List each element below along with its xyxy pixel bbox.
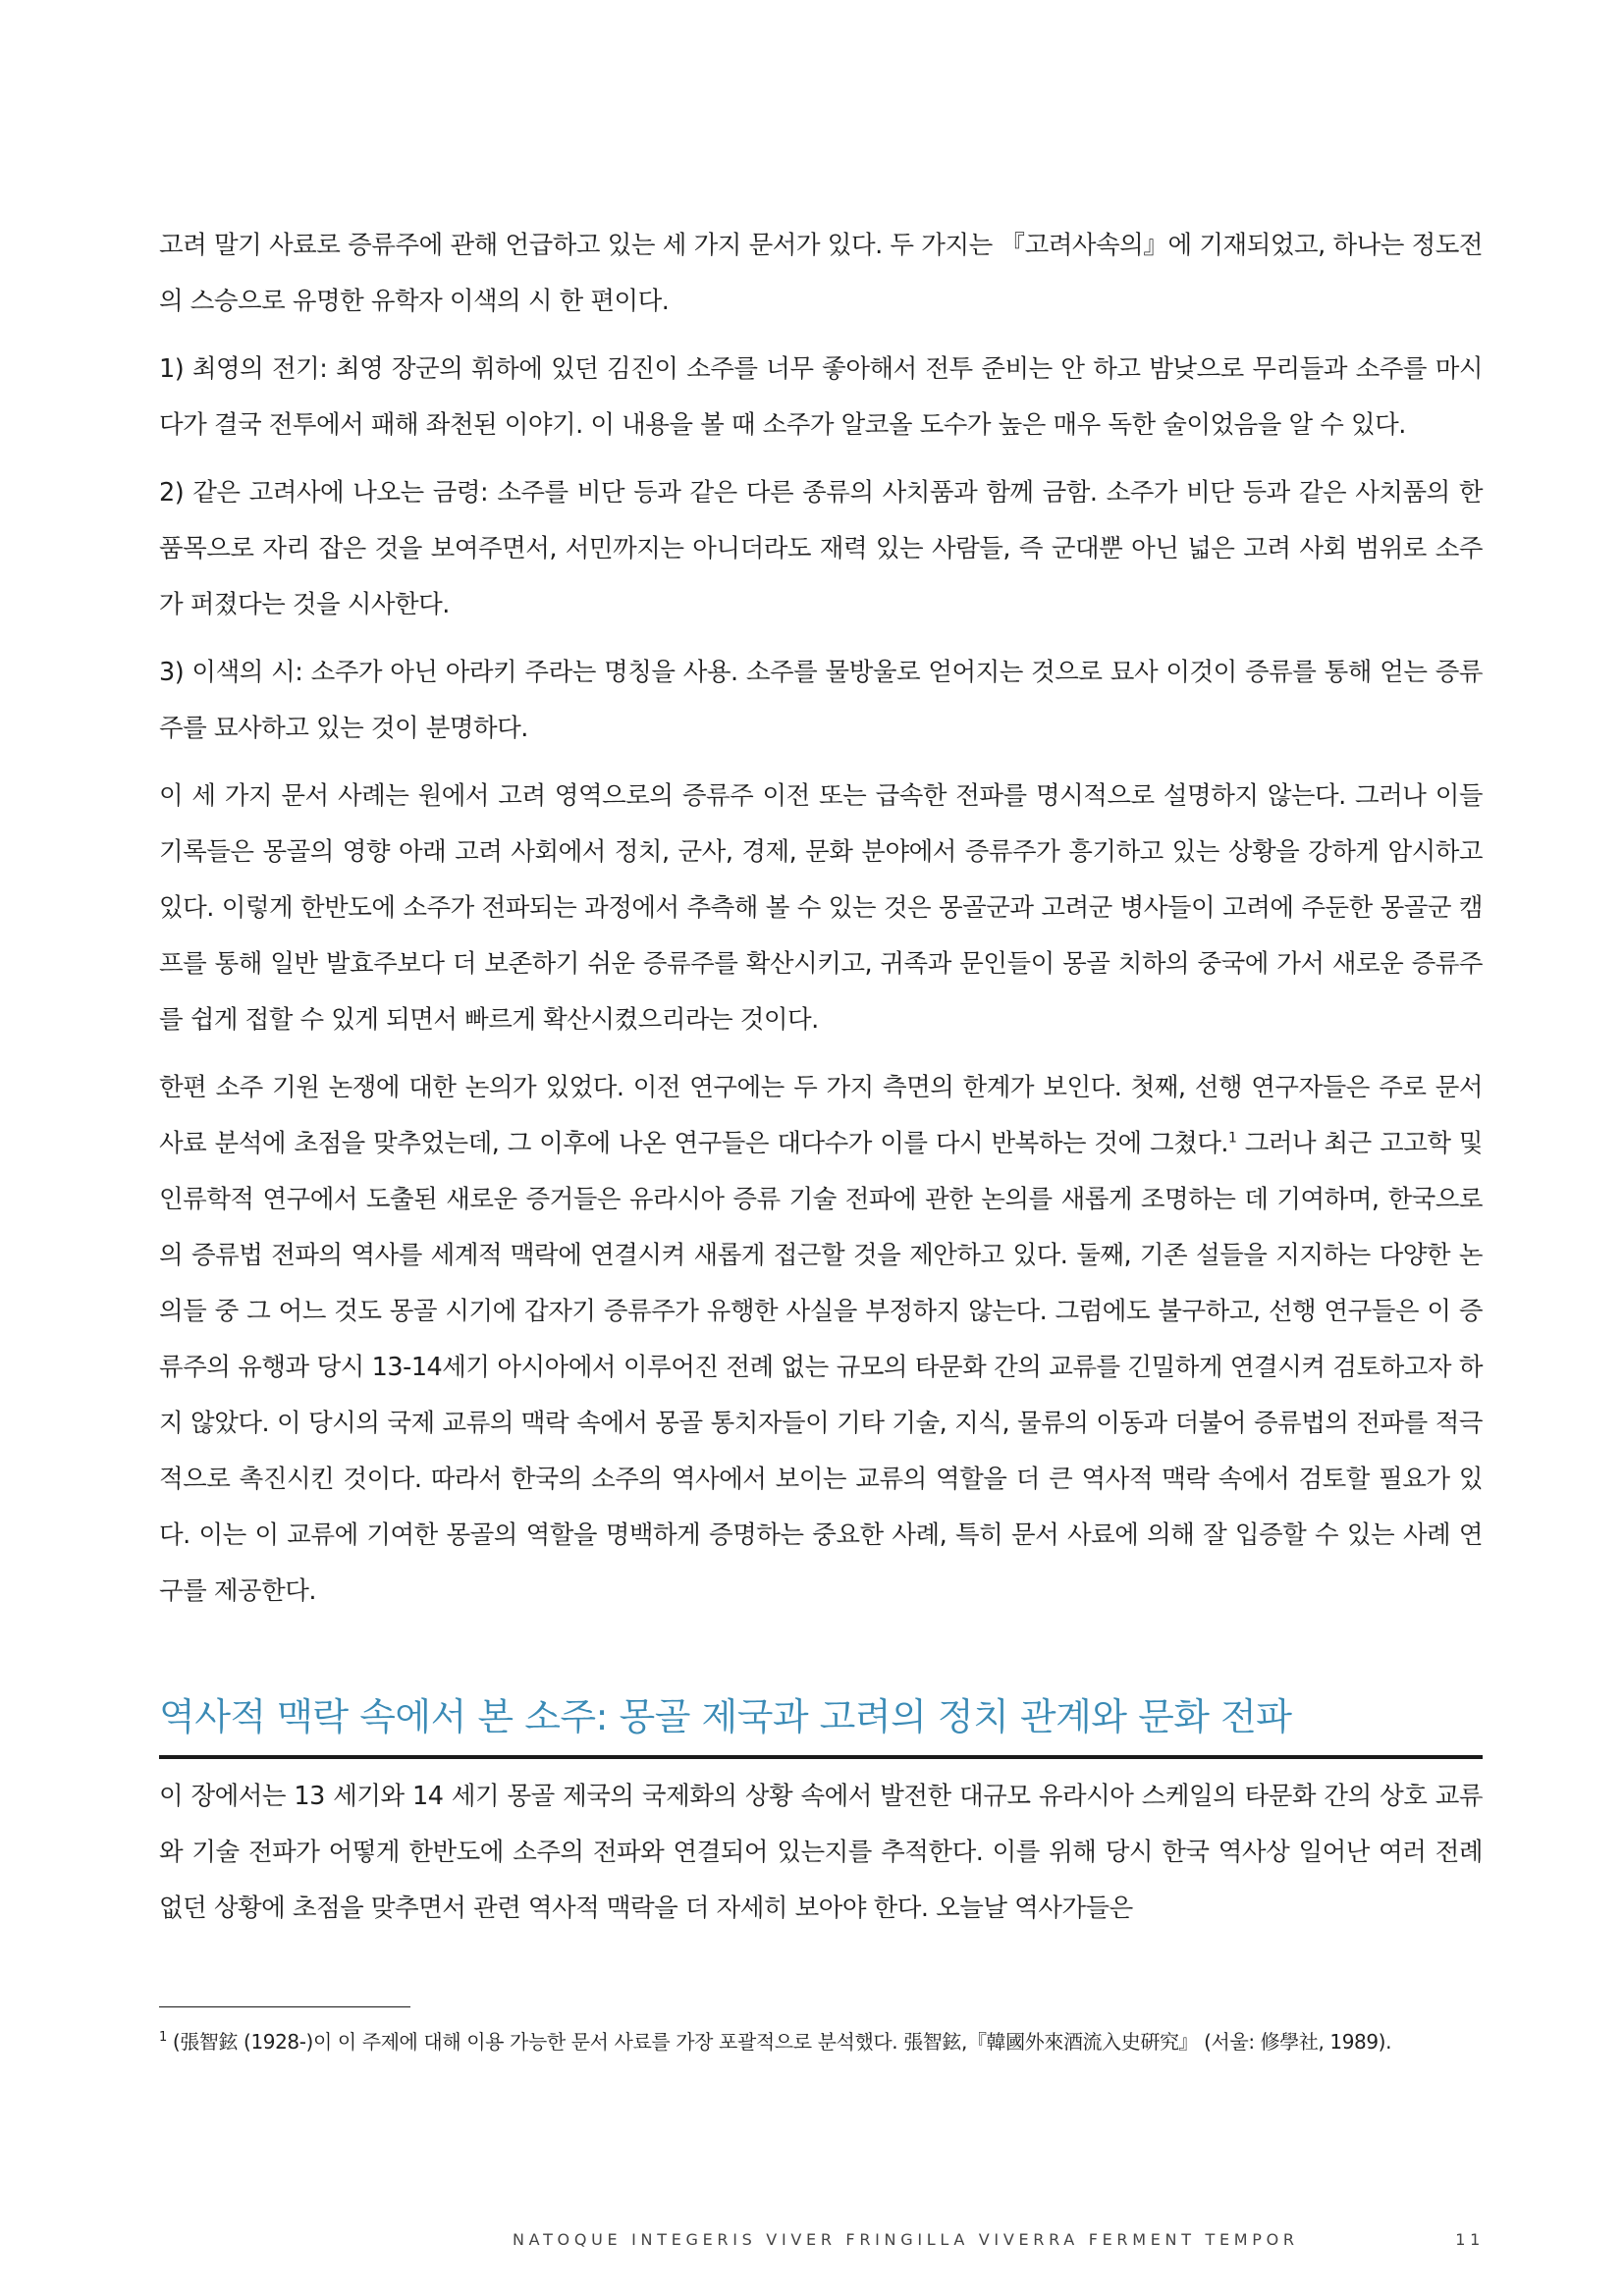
body-paragraph-debate [159,1060,1483,1620]
body-paragraph-debate-part2: 그러나 최근 고고학 및 인류학적 연구에서 도출된 새로운 증거들은 유라시아 증류 기술 전파에 관한 논의를 새롭게 조명하는 데 기여하며, 한국으로의 증류법 전파의 역사를 세계적 맥락에 연결시켜 새롭게 접근할 것을 제안하고 있다. 둘째, 기존 설들을 지지하는 다양한 논의들 중 그 어느 것도 몽골 시기에 갑자기 증류주가 유행한 사실을 부정하지 않는다. 그럼에도 불구하고, 선행 연구들은 이 증류주의 유행과 당시 13-14세기 아시아에서 이루어진 전례 없는 규모의 타문화 간의 교류를 긴밀하게 연결시켜 검토하고자 하지 않았다. 이 당시의 국제 교류의 맥락 속에서 몽골 통치자들이 기타 기술, 지식, 물류의 이동과 더불어 증류법의 전파를 적극적으로 촉진시킨 것이다. 따라서 한국의 소주의 역사에서 보이는 교류의 역할을 더 큰 역사적 맥락 속에서 검토할 필요가 있다. 이는 이 교류에 기여한 몽골의 역할을 명백하게 증명하는 중요한 사례, 특히 문서 사료에 의해 잘 입증할 수 있는 사례 연구를 제공한다. [159,1129,1483,1606]
section-heading: 역사적 맥락 속에서 본 소주: 몽골 제국과 고려의 정치 관계와 문화 전파 [159,1692,1483,1759]
footnote [159,2026,1483,2057]
running-title: NATOQUE INTEGERIS VIVER FRINGILLA VIVERRA FERMENT TEMPOR [513,2230,1299,2249]
body-paragraph-debate-part1: 한편 소주 기원 논쟁에 대한 논의가 있었다. 이전 연구에는 두 가지 측면의 한계가 보인다. 첫째, 선행 연구자들은 주로 문서 사료 분석에 초점을 맞추었는데, 그 이후에 나온 연구들은 대다수가 이를 다시 반복하는 것에 그쳤다. [159,1073,1483,1158]
page-number: 11 [1455,2230,1485,2249]
body-paragraph-item-1: 1) 최영의 전기: 최영 장군의 휘하에 있던 김진이 소주를 너무 좋아해서 전투 준비는 안 하고 밤낮으로 무리들과 소주를 마시다가 결국 전투에서 패해 좌천된 이야기. 이 내용을 볼 때 소주가 알코올 도수가 높은 매우 독한 술이었음을 알 수 있다. [159,354,1483,440]
footnote-divider [159,2006,410,2007]
body-paragraph-item-3: 3) 이색의 시: 소주가 아닌 아라키 주라는 명칭을 사용. 소주를 물방울로 얻어지는 것으로 묘사 이것이 증류를 통해 얻는 증류주를 묘사하고 있는 것이 분명하다. [159,658,1483,743]
body-paragraph-item-2: 2) 같은 고려사에 나오는 금령: 소주를 비단 등과 같은 다른 종류의 사치품과 함께 금함. 소주가 비단 등과 같은 사치품의 한 품목으로 자리 잡은 것을 보여주면서, 서민까지는 아니더라도 재력 있는 사람들, 즉 군대뿐 아닌 넓은 고려 사회 범위로 소주가 퍼졌다는 것을 시사한다. [159,478,1483,619]
body-paragraph-summary: 이 세 가지 문서 사례는 원에서 고려 영역으로의 증류주 이전 또는 급속한 전파를 명시적으로 설명하지 않는다. 그러나 이들 기록들은 몽골의 영향 아래 고려 사회에서 정치, 군사, 경제, 문화 분야에서 증류주가 흥기하고 있는 상황을 강하게 암시하고 있다. 이렇게 한반도에 소주가 전파되는 과정에서 추측해 볼 수 있는 것은 몽골군과 고려군 병사들이 고려에 주둔한 몽골군 캠프를 통해 일반 발효주보다 더 보존하기 쉬운 증류주를 확산시키고, 귀족과 문인들이 몽골 치하의 중국에 가서 새로운 증류주를 쉽게 접할 수 있게 되면서 빠르게 확산시켰으리라는 것이다. [159,781,1483,1035]
section-paragraph: 이 장에서는 13 세기와 14 세기 몽골 제국의 국제화의 상황 속에서 발전한 대규모 유라시아 스케일의 타문화 간의 상호 교류와 기술 전파가 어떻게 한반도에 소주의 전파와 연결되어 있는지를 추적한다. 이를 위해 당시 한국 역사상 일어난 여러 전례 없던 상황에 초점을 맞추면서 관련 역사적 맥락을 더 자세히 보아야 한다. 오늘날 역사가들은 [159,1782,1483,1923]
footnote-number: 1 [159,2030,167,2046]
running-footer [513,2230,1485,2249]
footnote-reference[interactable]: 1 [1228,1130,1237,1147]
footnote-text: (張智鉉 (1928-)이 이 주제에 대해 이용 가능한 문서 사료를 가장 포괄적으로 분석했다. 張智鉉,『韓國外來酒流入史硏究』 (서울: 修學社, 1989). [172,2030,1392,2054]
main-content [159,218,1483,1949]
body-paragraph-intro: 고려 말기 사료로 증류주에 관해 언급하고 있는 세 가지 문서가 있다. 두 가지는 『고려사속의』에 기재되었고, 하나는 정도전의 스승으로 유명한 유학자 이색의 시 한 편이다. [159,231,1483,316]
